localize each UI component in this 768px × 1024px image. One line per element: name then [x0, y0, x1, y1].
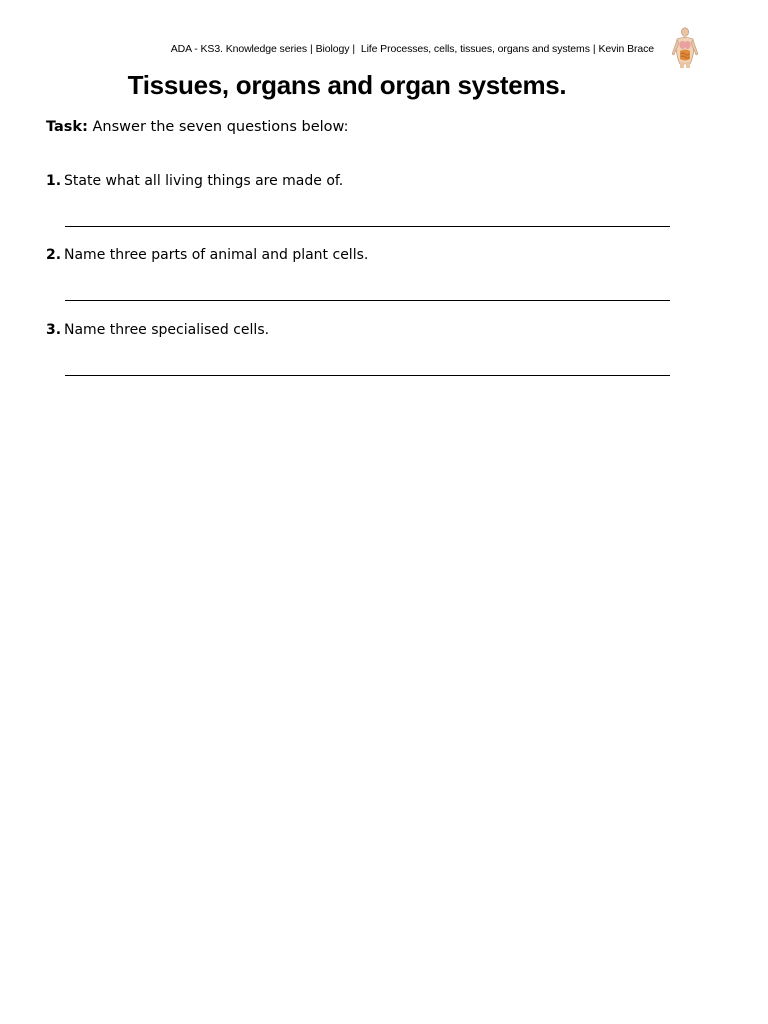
question-1: [46, 173, 686, 189]
question-text: Name three specialised cells.: [64, 322, 270, 338]
answer-line-3[interactable]: [65, 375, 670, 376]
question-text: Name three parts of animal and plant cells.: [64, 247, 369, 263]
task-text: Answer the seven questions below:: [92, 119, 349, 135]
question-number: 1.: [46, 173, 62, 189]
header-topic: Life Processes, cells, tissues, organs and systems: [360, 43, 590, 55]
header-separator: |: [592, 43, 596, 55]
header-author: Kevin Brace: [598, 43, 654, 55]
header-series: ADA - KS3. Knowledge series: [170, 43, 307, 55]
answer-line-1[interactable]: [65, 226, 670, 227]
question-number: 3.: [46, 322, 62, 338]
question-text: State what all living things are made of.: [64, 173, 344, 189]
header-separator: |: [352, 43, 358, 55]
page-header: [0, 43, 654, 55]
page-title: Tissues, organs and organ systems.: [127, 70, 567, 100]
question-3: [46, 322, 686, 338]
question-number: 2.: [46, 247, 62, 263]
question-2: [46, 247, 686, 263]
task-label: Task:: [46, 119, 88, 135]
header-subject: Biology: [315, 43, 350, 55]
human-body-icon: [668, 26, 702, 68]
answer-line-2[interactable]: [65, 300, 670, 301]
header-separator: |: [309, 43, 313, 55]
task-instruction: [46, 119, 348, 135]
